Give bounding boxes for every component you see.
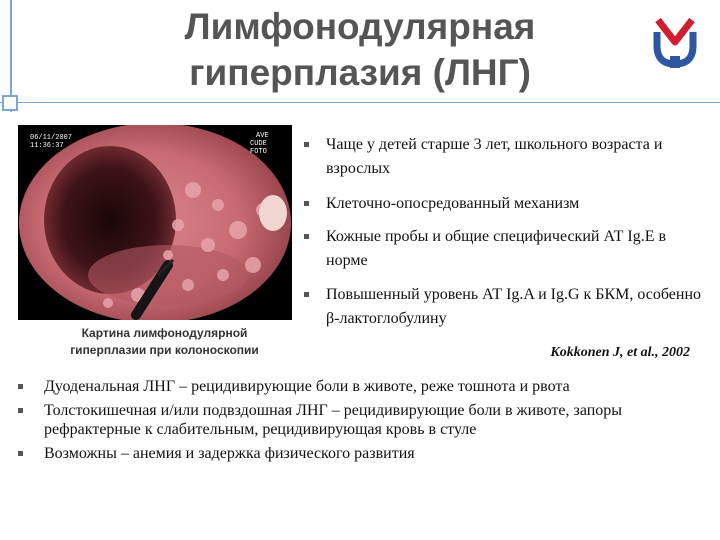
- bullet-icon: [304, 234, 309, 239]
- bullet-icon: [304, 201, 309, 206]
- caption-line-1: Картина лимфонодулярной: [81, 326, 248, 340]
- image-caption: [22, 325, 307, 359]
- colonoscopy-image: [18, 125, 292, 320]
- overlay-date: 06/11/2007: [30, 134, 73, 142]
- caption-line-2: гиперплазии при колоноскопии: [70, 343, 259, 357]
- bottom-bullet-text: Дуоденальная ЛНГ – рецидивирующие боли в животе, реже тошнота и рвота: [44, 378, 570, 395]
- bullet-icon: [304, 292, 309, 297]
- bullet-icon: [304, 142, 309, 147]
- right-bullet-text: Чаще у детей старше 3 лет, школьного возраста и взрослых: [326, 136, 663, 177]
- bottom-bullet-text: Возможны – анемия и задержка физического развития: [44, 445, 415, 462]
- bullet-icon: [18, 408, 23, 413]
- title-line-1: Лимфонодулярная: [184, 6, 536, 47]
- right-bullet-item: [298, 283, 710, 331]
- deco-horizontal-line: [0, 102, 720, 103]
- deco-square: [2, 95, 18, 111]
- bottom-bullet-item: [14, 444, 704, 463]
- overlay-time: 11:36:37: [30, 142, 64, 150]
- right-bullet-text: Повышенный уровень АТ Ig.A и Ig.G к БКМ, особенно β-лактоглобулину: [326, 286, 702, 327]
- title-line-2: гиперплазия (ЛНГ): [189, 52, 531, 93]
- bullet-icon: [18, 384, 23, 389]
- overlay-line-2: CUDE: [250, 140, 267, 148]
- bottom-bullet-text: Толстокишечная и/или подвздошная ЛНГ – рецидивирующие боли в животе, запоры рефрактерные к слабительным, рецидивирующая кровь в стуле: [44, 402, 623, 438]
- bottom-bullet-item: [14, 401, 704, 439]
- right-bullet-item: [298, 225, 710, 273]
- university-logo-icon: [650, 12, 700, 72]
- bottom-bullet-item: [14, 377, 704, 396]
- right-bullet-item: [298, 133, 710, 181]
- citation: Kokkonen J, et al., 2002: [550, 345, 690, 360]
- slide-title: [120, 4, 600, 96]
- overlay-line-3: FOTO: [250, 148, 267, 156]
- bullet-icon: [18, 451, 23, 456]
- right-bullet-text: Клеточно-опосредованный механизм: [326, 195, 580, 212]
- overlay-line-1: AVE: [256, 132, 269, 140]
- right-bullet-item: [298, 192, 710, 216]
- bottom-bullet-list: [14, 377, 704, 468]
- right-bullet-text: Кожные пробы и общие специфический АТ Ig.E в норме: [326, 228, 667, 269]
- right-bullet-list: [298, 133, 710, 331]
